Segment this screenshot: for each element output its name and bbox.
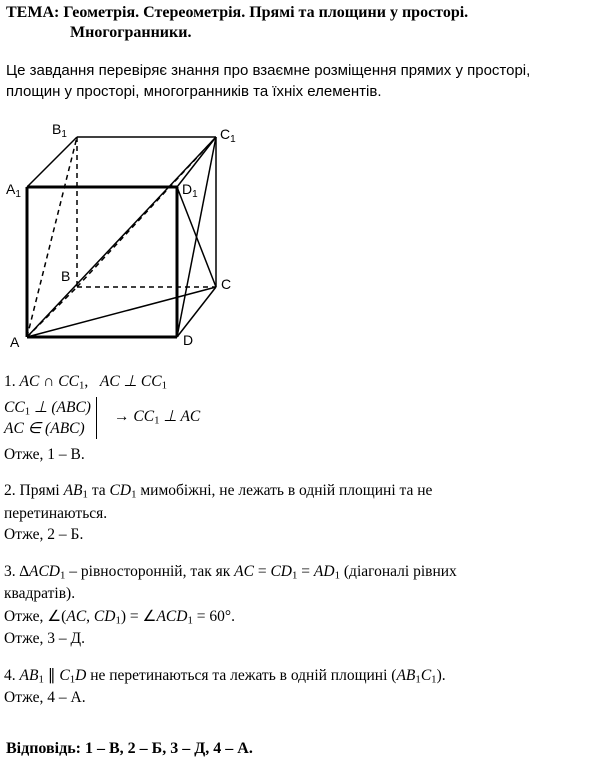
item3-line2: квадратів). — [4, 585, 76, 602]
diag-ac — [27, 287, 216, 337]
item1-conclusion: Отже, 1 – В. — [4, 446, 85, 463]
item3-statement: 3. $\Delta ACD_1$ – рівносторонній, так як AC = $CD_1 = AD_1$ (діагоналі рівних — [4, 563, 457, 582]
page-title: ТЕМА: Геометрія. Стереометрія. Прямі та площини у просторі. — [6, 4, 469, 21]
vertex-label-a1: $A_1$ — [6, 181, 21, 200]
vertex-label-b1: $B_1$ — [52, 121, 67, 140]
item2-statement: 2. Прямі $AB_1$ та $CD_1$ мимобіжні, не лежать в одній площині та не — [4, 482, 433, 501]
vertex-label-d: D — [183, 332, 194, 348]
vertex-label-a: A — [10, 334, 20, 350]
cube-figure — [0, 115, 250, 350]
page-title-line2: Многогранники. — [70, 24, 192, 41]
diag-bc1 — [77, 137, 216, 287]
diag-d1c — [177, 187, 216, 287]
item1-system-line2: AC ∈ (ABC) — [4, 420, 85, 437]
vertex-label-c1: $C_1$ — [220, 126, 236, 145]
item4-conclusion: Отже, 4 – А. — [4, 689, 86, 706]
item2-conclusion: Отже, 2 – Б. — [4, 526, 84, 543]
intro-line-2: площин у просторі, многогранників та їхніх елементів. — [6, 83, 382, 100]
edge-dc — [177, 287, 216, 337]
vertex-label-b: B — [61, 268, 71, 284]
item3-conclusion: Отже, 3 – Д. — [4, 630, 85, 647]
intro-text — [6, 60, 530, 102]
item1-system-line1: $CC_1$ ⊥ (ABC) — [4, 399, 91, 418]
edge-d1c1 — [177, 137, 216, 187]
final-answer: Відповідь: 1 – В, 2 – Б, 3 – Д, 4 – А. — [6, 740, 253, 757]
item1-statement: 1. AC ∩ $CC_1$, AC ⊥ $CC_1$ — [4, 373, 168, 392]
item1-implication: → $CC_1$ ⊥ AC — [114, 408, 201, 427]
item4-statement: 4. $AB_1$ ∥ $C_1D$ не перетинаються та лежать в одній площині $(AB_1C_1)$. — [4, 667, 446, 686]
vertex-label-c: C — [221, 276, 232, 292]
item2-line2: перетинаються. — [4, 505, 108, 522]
item3-angle: Отже, ∠(AC, $CD_1$) = $\angle ACD_1 = 60^\circ$. — [4, 608, 235, 627]
intro-line-1: Це завдання перевіряє знання про взаємне розміщення прямих у просторі, — [6, 62, 531, 79]
vertex-label-d1: $D_1$ — [182, 181, 198, 200]
edge-a1b1 — [27, 137, 77, 187]
item1-system — [4, 397, 201, 439]
diag-ab1 — [27, 137, 77, 337]
